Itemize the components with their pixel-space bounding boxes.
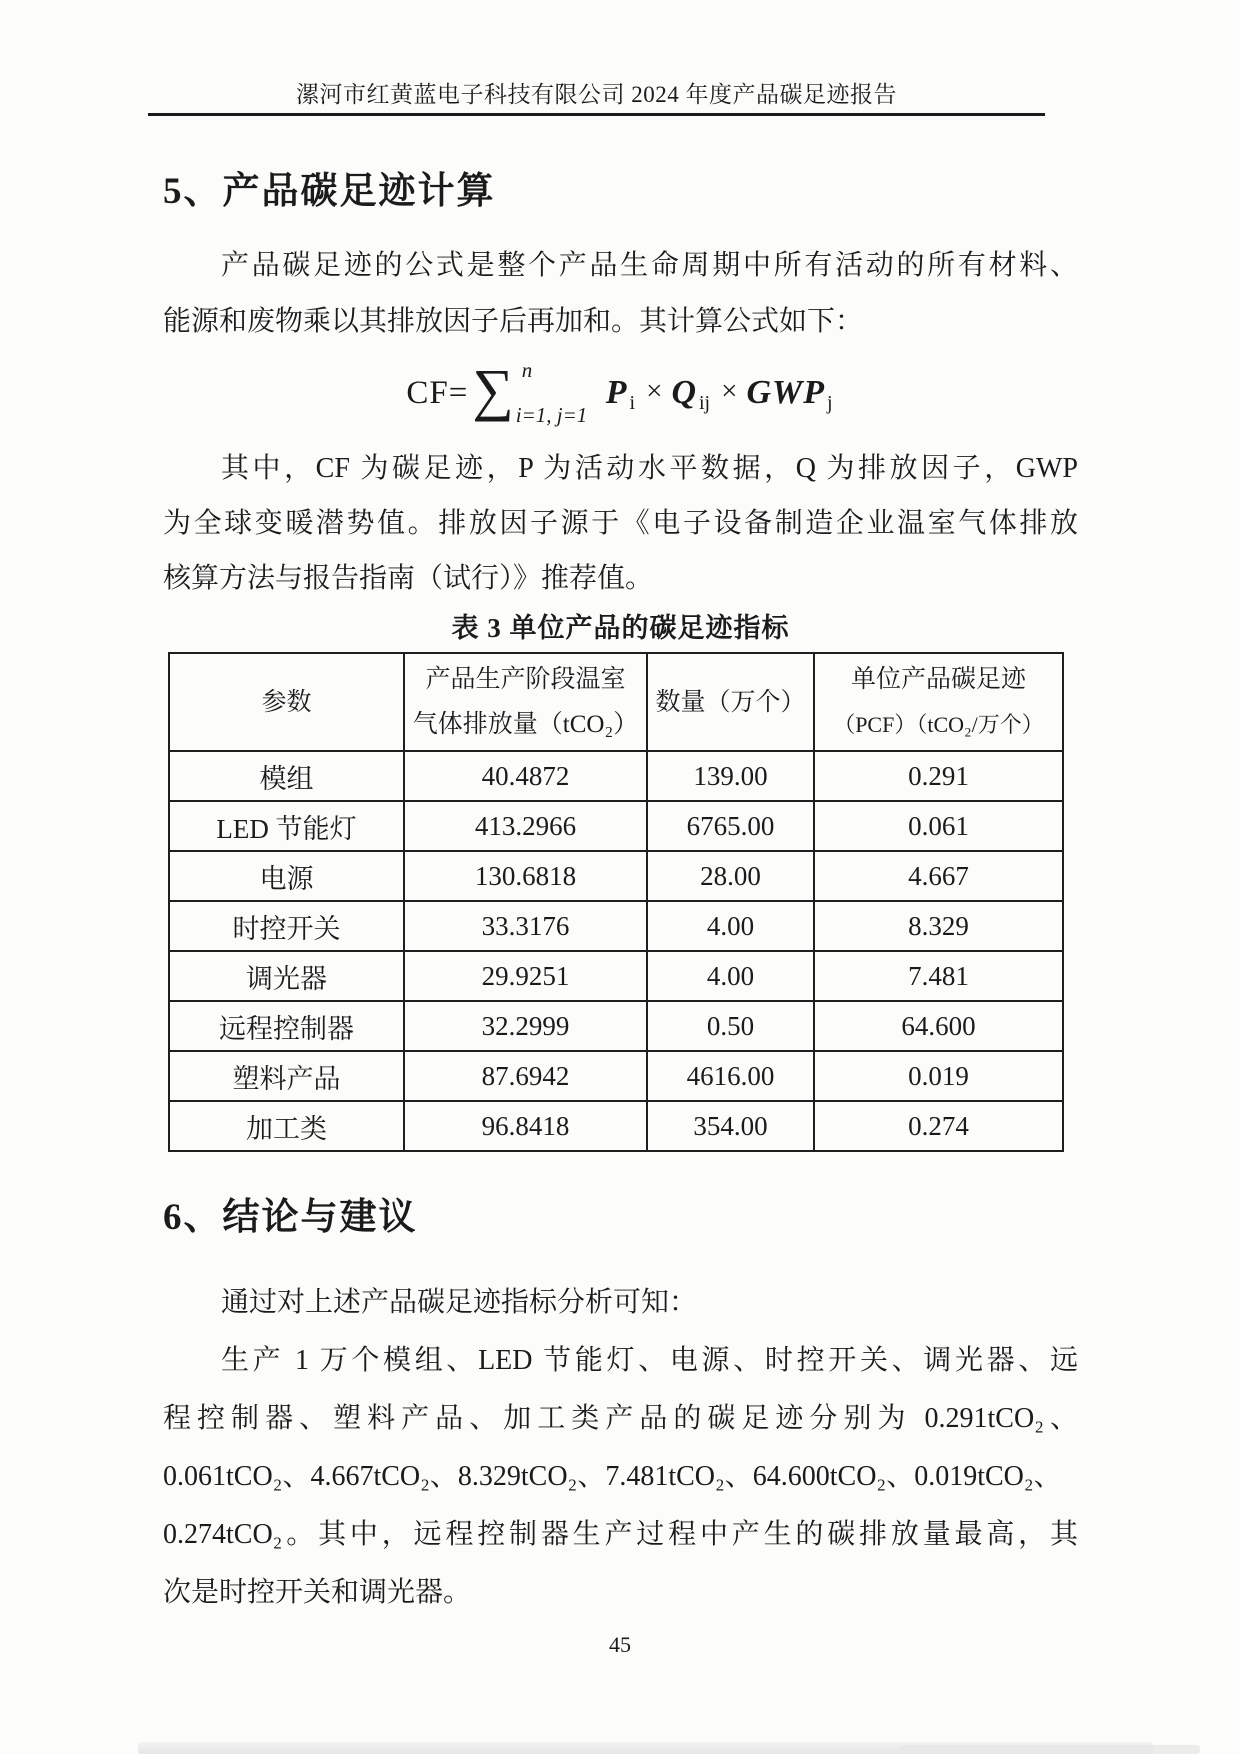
table-cell: 354.00 — [647, 1101, 814, 1151]
table-cell: 40.4872 — [404, 751, 647, 801]
text-line: 0.274tCO₂。其中，远程控制器生产过程中产生的碳排放量最高，其 — [163, 1519, 1078, 1550]
paragraph-conclusion — [163, 1274, 1078, 1622]
table-cell: 413.2966 — [404, 801, 647, 851]
table-row — [169, 851, 1063, 901]
table-cell: 28.00 — [647, 851, 814, 901]
summation-lower-limit: i=1, j=1 — [515, 403, 588, 427]
table-header-row — [169, 653, 1063, 751]
table-cell: 33.3176 — [404, 901, 647, 951]
scan-artifact-strip-secondary — [900, 1745, 1200, 1754]
table-cell: 6765.00 — [647, 801, 814, 851]
multiplication-sign: × — [646, 375, 663, 407]
formula-lhs: CF= — [406, 374, 469, 411]
table-cell: 加工类 — [169, 1101, 404, 1151]
text-line: 生产 1 万个模组、LED 节能灯、电源、时控开关、调光器、远 — [221, 1345, 1078, 1376]
table-cell: 32.2999 — [404, 1001, 647, 1051]
table-cell: 130.6818 — [404, 851, 647, 901]
text-line: 为全球变暖潜势值。排放因子源于《电子设备制造企业温室气体排放 — [163, 508, 1078, 539]
table-cell: 调光器 — [169, 951, 404, 1001]
section6-title: 6、结论与建议 — [163, 1197, 418, 1238]
text-line: 产品碳足迹的公式是整个产品生命周期中所有活动的所有材料、 — [221, 250, 1078, 281]
table-cell: 87.6942 — [404, 1051, 647, 1101]
formula-subscript: j — [827, 392, 833, 414]
formula-variable: Q — [671, 374, 697, 411]
table-cell: 0.274 — [814, 1101, 1063, 1151]
table-header-text: 数量（万个） — [655, 688, 806, 716]
table-row — [169, 1001, 1063, 1051]
formula-variable: GWP — [746, 374, 826, 411]
table-row — [169, 751, 1063, 801]
table-header-text: 单位产品碳足迹 — [850, 666, 1026, 693]
table-cell: 远程控制器 — [169, 1001, 404, 1051]
carbon-footprint-formula — [163, 352, 1078, 434]
paragraph-formula-explanation — [163, 441, 1078, 606]
table-cell: 0.291 — [814, 751, 1063, 801]
table-header-text: 气体排放量（tCO₂） — [412, 711, 639, 738]
table-header-cell — [814, 653, 1063, 751]
table-header-text: 参数 — [261, 688, 312, 716]
formula-subscript: i — [629, 392, 636, 414]
multiplication-sign: × — [721, 375, 738, 407]
table-cell: 96.8418 — [404, 1101, 647, 1151]
table-header-cell — [169, 653, 404, 751]
table-cell: 64.600 — [814, 1001, 1063, 1051]
table-cell: 139.00 — [647, 751, 814, 801]
table-cell: 模组 — [169, 751, 404, 801]
text-line: 其中，CF 为碳足迹，P 为活动水平数据，Q 为排放因子，GWP — [221, 453, 1078, 484]
table-cell: 0.061 — [814, 801, 1063, 851]
table-caption: 表 3 单位产品的碳足迹指标 — [451, 613, 790, 643]
text-line: 通过对上述产品碳足迹指标分析可知： — [221, 1287, 698, 1318]
table-cell: 塑料产品 — [169, 1051, 404, 1101]
table-cell: LED 节能灯 — [169, 801, 404, 851]
table-row — [169, 1101, 1063, 1151]
paragraph-formula-intro — [163, 238, 1078, 350]
running-header — [148, 76, 1045, 109]
table-cell: 4.00 — [647, 951, 814, 1001]
table-row — [169, 801, 1063, 851]
table-cell: 0.019 — [814, 1051, 1063, 1101]
table-cell: 0.50 — [647, 1001, 814, 1051]
table-cell: 4.667 — [814, 851, 1063, 901]
formula-variable: P — [605, 374, 628, 411]
table-cell: 4.00 — [647, 901, 814, 951]
table-row — [169, 1051, 1063, 1101]
summation-upper-limit: n — [521, 358, 533, 382]
text-line: 能源和废物乘以其排放因子后再加和。其计算公式如下： — [163, 306, 864, 337]
table-cell: 4616.00 — [647, 1051, 814, 1101]
page-number-text: 45 — [609, 1632, 631, 1657]
text-line: 核算方法与报告指南（试行）》推荐值。 — [163, 563, 654, 594]
table-cell: 7.481 — [814, 951, 1063, 1001]
table-cell: 电源 — [169, 851, 404, 901]
summation-limits — [516, 358, 602, 428]
table-cell: 时控开关 — [169, 901, 404, 951]
table-header-cell — [404, 653, 647, 751]
table-header-text: （PCF）（tCO₂/万个） — [833, 712, 1044, 737]
summation-symbol: ∑ — [472, 357, 514, 422]
carbon-footprint-table — [168, 652, 1064, 1152]
text-line: 程控制器、塑料产品、加工类产品的碳足迹分别为 0.291tCO₂、 — [163, 1403, 1078, 1434]
text-line: 0.061tCO₂、4.667tCO₂、8.329tCO₂、7.481tCO₂、64.600tCO₂、0.019tCO₂、 — [163, 1461, 1062, 1492]
section5-title: 5、产品碳足迹计算 — [163, 171, 496, 212]
table-cell: 8.329 — [814, 901, 1063, 951]
table-header-cell — [647, 653, 814, 751]
table-header-text: 产品生产阶段温室 — [425, 666, 626, 693]
page-number — [0, 1632, 1240, 1658]
text-line: 次是时控开关和调光器。 — [163, 1577, 472, 1608]
running-header-text: 漯河市红黄蓝电子科技有限公司 2024 年度产品碳足迹报告 — [296, 82, 897, 107]
table-row — [169, 901, 1063, 951]
table-cell: 29.9251 — [404, 951, 647, 1001]
formula-subscript: ij — [699, 392, 711, 414]
header-rule — [148, 113, 1045, 116]
formula-terms — [606, 374, 835, 412]
table-row — [169, 951, 1063, 1001]
